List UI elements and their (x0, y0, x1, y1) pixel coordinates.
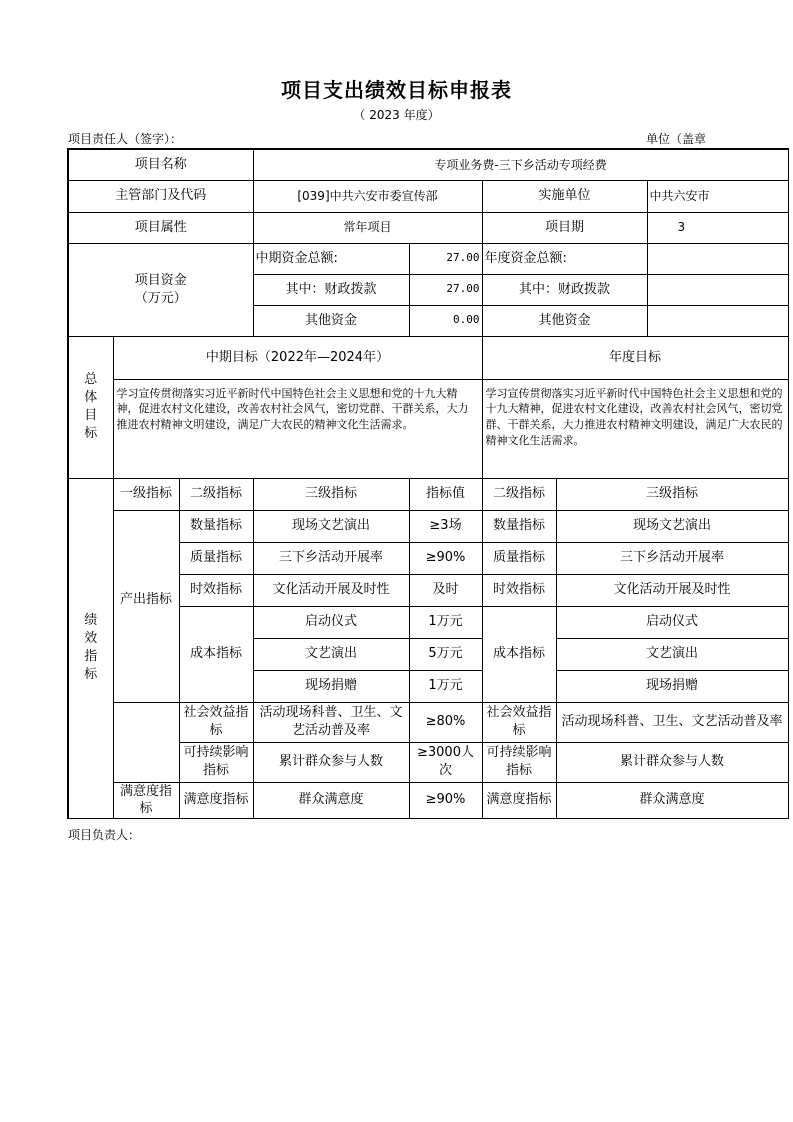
performance-table (67, 148, 789, 819)
responsible-person-label: 项目责任人（签字）： (68, 132, 183, 146)
indicator-level2: 时效指标 (179, 574, 253, 606)
project-name-label: 项目名称 (68, 149, 253, 180)
mid-other-label: 其他资金 (253, 305, 409, 336)
indicator-value: 1万元 (409, 606, 482, 638)
indicator-level3: 活动现场科普、卫生、文艺活动普及率 (253, 702, 409, 742)
annual-indicator-level3: 活动现场科普、卫生、文艺活动普及率 (556, 702, 788, 742)
indicator-level3: 文艺演出 (253, 638, 409, 670)
department-value: [039]中共六安市委宣传部 (253, 180, 482, 212)
indicator-level2: 社会效益指标 (179, 702, 253, 742)
indicator-value: ≥80% (409, 702, 482, 742)
annual-indicator-level2: 成本指标 (482, 606, 556, 702)
performance-indicators-text: 绩效指标 (84, 613, 98, 683)
unit-seal-label: 单位（盖章 (646, 132, 707, 146)
implementing-unit-value: 中共六安市 (647, 180, 788, 212)
project-name-row (68, 149, 788, 180)
indicator-value: ≥90% (409, 782, 482, 818)
indicator-value: 及时 (409, 574, 482, 606)
department-row (68, 180, 788, 212)
project-leader-label: 项目负责人： (68, 828, 141, 842)
indicator-level3: 启动仪式 (253, 606, 409, 638)
effect-indicators-label (113, 702, 179, 782)
mid-term-goal-text: 学习宣传贯彻落实习近平新时代中国特色社会主义思想和党的十九大精神，促进农村文化建设，改善农村社会风气，密切党群、干群关系，大力推进农村精神文明建设，满足广大农民的精神文化生活需求。 (113, 379, 482, 478)
indicator-level3: 群众满意度 (253, 782, 409, 818)
annual-indicator-level3: 三下乡活动开展率 (556, 542, 788, 574)
annual-indicator-level3: 启动仪式 (556, 606, 788, 638)
table-row (68, 510, 788, 542)
annual-indicator-level3: 群众满意度 (556, 782, 788, 818)
level3-header: 三级指标 (253, 478, 409, 510)
annual-indicator-level3: 现场文艺演出 (556, 510, 788, 542)
project-name-value: 专项业务费-三下乡活动专项经费 (253, 149, 788, 180)
table-row (68, 702, 788, 742)
level1-header: 一级指标 (113, 478, 179, 510)
report-year: （ 2023 年度） (353, 108, 440, 122)
mid-fiscal-label: 其中：财政拨款 (253, 274, 409, 305)
project-attribute-value: 常年项目 (253, 212, 482, 243)
report-table-viewport (67, 148, 783, 825)
level2-header: 二级指标 (179, 478, 253, 510)
annual-indicator-level2: 满意度指标 (482, 782, 556, 818)
indicator-level3: 累计群众参与人数 (253, 742, 409, 782)
indicator-level3: 现场文艺演出 (253, 510, 409, 542)
output-indicators-label: 产出指标 (113, 510, 179, 702)
goals-text-row (68, 379, 788, 478)
mid-other-value: 0.00 (409, 305, 482, 336)
project-fund-label (68, 243, 253, 336)
project-attribute-label: 项目属性 (68, 212, 253, 243)
indicator-value: ≥3场 (409, 510, 482, 542)
attribute-row (68, 212, 788, 243)
indicator-value: ≥90% (409, 542, 482, 574)
project-period-label: 项目期 (482, 212, 647, 243)
mid-term-goal-header: 中期目标（2022年—2024年） (113, 336, 482, 379)
project-fund-unit: （万元） (134, 290, 187, 306)
indicator-value-header: 指标值 (409, 478, 482, 510)
indicator-header-row (68, 478, 788, 510)
indicator-level3: 三下乡活动开展率 (253, 542, 409, 574)
annual-goal-text: 学习宣传贯彻落实习近平新时代中国特色社会主义思想和党的十九大精神，促进农村文化建设，改善农村社会风气，密切党群、干群关系，大力推进农村精神文明建设，满足广大农民的精神文化生活需求。 (482, 379, 788, 478)
annual-indicator-level3: 文艺演出 (556, 638, 788, 670)
year-fiscal-value (647, 274, 788, 305)
project-fund-title: 项目资金 (134, 272, 187, 288)
annual-indicator-level2: 可持续影响指标 (482, 742, 556, 782)
overall-goals-label (68, 336, 113, 478)
indicator-level3: 现场捐赠 (253, 670, 409, 702)
annual-level3-header: 三级指标 (556, 478, 788, 510)
indicator-level3: 文化活动开展及时性 (253, 574, 409, 606)
page-title: 项目支出绩效目标申报表 (281, 78, 512, 102)
indicator-value: ≥3000人次 (409, 742, 482, 782)
project-period-value: 3 (647, 212, 788, 243)
indicator-level2: 成本指标 (179, 606, 253, 702)
indicator-value: 5万元 (409, 638, 482, 670)
implementing-unit-label: 实施单位 (482, 180, 647, 212)
annual-indicator-level2: 质量指标 (482, 542, 556, 574)
goals-header-row (68, 336, 788, 379)
fund-total-row (68, 243, 788, 274)
year-fund-total-value (647, 243, 788, 274)
indicator-level2: 满意度指标 (179, 782, 253, 818)
annual-indicator-level3: 现场捐赠 (556, 670, 788, 702)
indicator-level2: 数量指标 (179, 510, 253, 542)
annual-indicator-level2: 数量指标 (482, 510, 556, 542)
annual-indicator-level2: 社会效益指标 (482, 702, 556, 742)
annual-goal-header: 年度目标 (482, 336, 788, 379)
table-row (68, 782, 788, 818)
performance-indicators-label (68, 478, 113, 818)
satisfaction-level1-label: 满意度指标 (113, 782, 179, 818)
indicator-level2: 可持续影响指标 (179, 742, 253, 782)
year-fund-total-label: 年度资金总额: (482, 243, 647, 274)
annual-level2-header: 二级指标 (482, 478, 556, 510)
overall-goals-text: 总体目标 (84, 372, 98, 441)
annual-indicator-level3: 文化活动开展及时性 (556, 574, 788, 606)
year-fiscal-label: 其中：财政拨款 (482, 274, 647, 305)
department-label: 主管部门及代码 (68, 180, 253, 212)
mid-fiscal-value: 27.00 (409, 274, 482, 305)
mid-fund-total-value: 27.00 (409, 243, 482, 274)
year-other-label: 其他资金 (482, 305, 647, 336)
annual-indicator-level2: 时效指标 (482, 574, 556, 606)
mid-fund-total-label: 中期资金总额: (253, 243, 409, 274)
indicator-value: 1万元 (409, 670, 482, 702)
indicator-level2: 质量指标 (179, 542, 253, 574)
year-other-value (647, 305, 788, 336)
annual-indicator-level3: 累计群众参与人数 (556, 742, 788, 782)
